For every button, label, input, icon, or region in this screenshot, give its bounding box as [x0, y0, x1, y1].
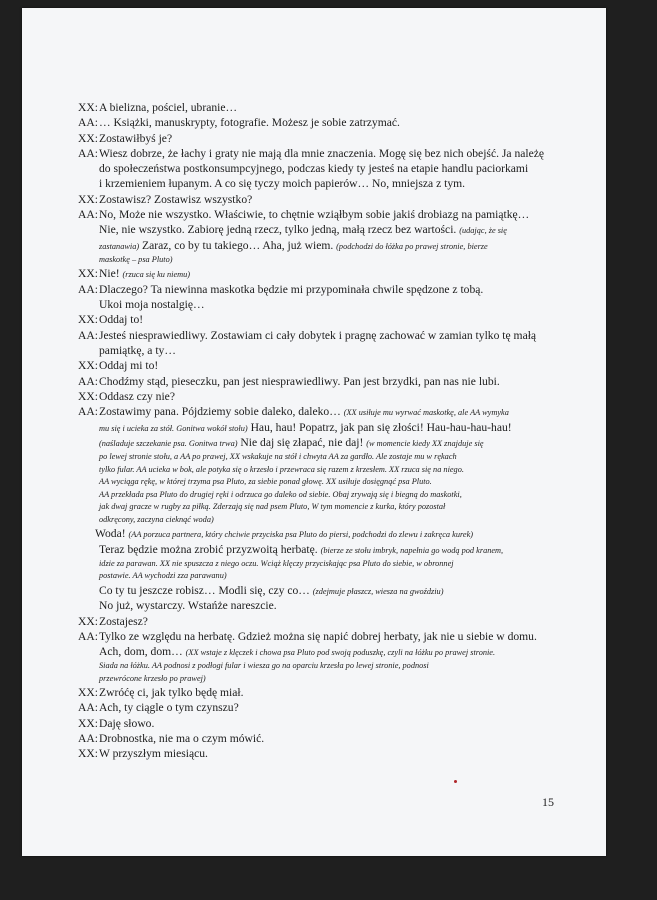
dialogue-line — [78, 207, 588, 222]
line-text: Wiesz dobrze, że łachy i graty nie mają dla mnie znaczenia. Mogę się bez nich obejść. Ja należę — [99, 146, 545, 160]
line-text: … Książki, manuskrypty, fotografie. Możesz je sobie zatrzymać. — [99, 116, 400, 130]
dialogue-continuation: zastanawia) Zaraz, co by tu takiego… Aha, już wiem. (podchodzi do łóżka po prawej stronie, bierze — [99, 238, 488, 252]
dialogue-continuation: i krzemieniem łupanym. A co się tyczy moich papierów… No, mniejsza z tym. — [99, 177, 466, 191]
stage-direction: (rzuca się ku niemu) — [122, 270, 191, 280]
dialogue-line: XX: Nie! (rzuca się ku niemu) — [78, 267, 191, 281]
speaker: XX: — [78, 747, 98, 761]
dialogue-line — [78, 146, 588, 161]
speaker: XX: — [78, 686, 98, 700]
dialogue-line: XX: Daję słowo. — [78, 716, 155, 730]
red-speck — [454, 780, 457, 783]
stage-direction: AA przekłada psa Pluto do drugiej ręki i odrzuca go daleko od siebie. Obaj zrywają się i biegną do maskotki, — [99, 489, 462, 499]
dialogue-line: AA: Chodźmy stąd, pieseczku, pan jest niesprawiedliwy. Pan jest brzydki, pan nas nie lubi. — [78, 374, 500, 388]
dialogue-line — [78, 100, 588, 115]
stage-direction: jak dwaj gracze w rugby za piłką. Zderzają się nad psem Pluto, W tym momencie z kurka, który pozostał — [99, 502, 446, 512]
speaker: XX: — [78, 313, 98, 327]
dialogue-continuation: Co ty tu jeszcze robisz… Modli się, czy co… (zdejmuje płaszcz, wiesza na gwoździu) — [99, 583, 444, 597]
dialogue-continuation: Woda! (AA porzuca partnera, który chciwie przyciska psa Pluto do piersi, podchodzi do zlewu i zakręca kurek) — [95, 527, 474, 541]
dialogue-line — [78, 131, 588, 146]
speaker: XX: — [78, 131, 98, 145]
speaker: XX: — [78, 359, 98, 373]
dialogue-continuation: (naśladuje szczekanie psa. Gonitwa trwa) Nie daj się złapać, nie daj! (w momencie kiedy XX znajduje się — [99, 436, 484, 450]
line-text: A bielizna, pościel, ubranie… — [99, 101, 238, 114]
speaker: AA: — [78, 328, 98, 342]
speaker: AA: — [78, 146, 98, 160]
dialogue-continuation: mu się i ucieka za stół. Gonitwa wokół stołu) Hau, hau! Popatrz, jak pan się złości! Hau-hau-hau-hau! — [99, 420, 512, 434]
stage-direction: (podchodzi do łóżka po prawej stronie, bierze — [336, 241, 488, 251]
dialogue-line: XX: W przyszłym miesiącu. — [78, 747, 208, 761]
stage-direction: AA wyciąga rękę, w której trzyma psa Pluto, za siebie ponad głowę. XX usiłuje dosięgnąć psa Pluto. — [99, 477, 432, 487]
dialogue-continuation: pamiątkę, a ty… — [99, 343, 176, 357]
stage-direction: odkręcony, zaczyna cieknąć woda) — [99, 514, 214, 524]
stage-direction: (XX usiłuje mu wyrwać maskotkę, ale AA wymyka — [343, 408, 509, 418]
line-text: Zostawiłbyś je? — [99, 131, 173, 145]
dialogue-line: XX: Oddaj mi to! — [78, 359, 159, 373]
dialogue-line — [78, 115, 588, 130]
stage-direction: postawie. AA wychodzi zza parawanu) — [99, 571, 227, 581]
speaker: XX: — [78, 389, 98, 403]
speaker: XX: — [78, 716, 98, 730]
dialogue-continuation: Teraz będzie można zrobić przyzwoitą herbatę. (bierze ze stołu imbryk, napełnia go wodą pod kranem, — [99, 543, 504, 557]
dialogue-line: AA: Zostawimy pana. Pójdziemy sobie daleko, daleko… (XX usiłuje mu wyrwać maskotkę, ale AA wymyka — [78, 405, 509, 419]
dialogue-line: AA: Drobnostka, nie ma o czym mówić. — [78, 732, 265, 745]
stage-direction: zastanawia) — [99, 241, 140, 251]
stage-direction: (zdejmuje płaszcz, wiesza na gwoździu) — [312, 586, 444, 596]
dialogue-line: XX: Oddasz czy nie? — [78, 389, 175, 403]
stage-direction: (bierze ze stołu imbryk, napełnia go wodą pod kranem, — [320, 546, 504, 556]
stage-direction: (udając, że się — [459, 226, 507, 236]
page-number: 15 — [542, 795, 554, 809]
dialogue-line: XX: Oddaj to! — [78, 313, 144, 327]
speaker: AA: — [78, 374, 98, 388]
speaker: AA: — [78, 732, 98, 745]
stage-direction: (w momencie kiedy XX znajduje się — [366, 439, 484, 449]
speaker: XX: — [78, 101, 98, 114]
speaker: AA: — [78, 116, 98, 130]
stage-direction: (XX wstaje z klęczek i chowa psa Pluto pod swoją poduszkę, czyli na łóżku po prawej stronie. — [185, 648, 496, 658]
speaker: AA: — [78, 630, 98, 644]
stage-direction: Siada na łóżku. AA podnosi z podłogi fular i wiesza go na oparciu krzesła po lewej stronie, podnosi — [99, 660, 429, 670]
stage-direction: maskotkę – psa Pluto) — [99, 254, 173, 264]
stage-direction: po lewej stronie stołu, a AA po prawej, XX wskakuje na stół i chwyta AA za gardło. Ale zostaje mu w rękach — [99, 451, 457, 461]
stage-direction: (AA porzuca partnera, który chciwie przyciska psa Pluto do piersi, podchodzi do zlewu i zakręca kurek) — [128, 530, 474, 540]
line-text: Zostawisz? Zostawisz wszystko? — [99, 192, 253, 206]
dialogue-line: XX: Zwróćę ci, jak tylko będę miał. — [78, 686, 244, 700]
play-text — [78, 100, 588, 762]
speaker: AA: — [78, 282, 98, 296]
dialogue-line: XX: Zostajesz? — [78, 614, 148, 628]
speaker: AA: — [78, 405, 98, 419]
dialogue-continuation: No już, wystarczy. Wstańże nareszcie. — [99, 599, 277, 613]
dialogue-line: AA: Ach, ty ciągle o tym czynszu? — [78, 701, 239, 715]
stage-direction: tylko fular. AA ucieka w bok, ale potyka się o krzesło i przewraca się razem z krzesłem. XX rzuca się na niego. — [99, 464, 464, 474]
dialogue-continuation: Ukoi moja nostalgię… — [99, 298, 205, 312]
speaker: XX: — [78, 614, 98, 628]
dialogue-continuation: Ach, dom, dom… (XX wstaje z klęczek i chowa psa Pluto pod swoją poduszkę, czyli na łóżku po prawej stronie. — [99, 645, 496, 659]
line-text: No, Może nie wszystko. Właściwie, to chętnie wziąłbym sobie jakiś drobiazg na pamiątkę… — [99, 208, 530, 222]
dialogue-continuation: Nie, nie wszystko. Zabiorę jedną rzecz, tylko jedną, małą rzecz bez wartości. (udając, że się — [99, 223, 507, 237]
dialogue-line: AA: Jesteś niesprawiedliwy. Zostawiam ci cały dobytek i pragnę zachować w zamian tylko tę małą — [78, 328, 537, 342]
dialogue-continuation: do społeczeństwa postkonsumpcyjnego, podczas kiedy ty jesteś na etapie handlu paciorkami — [99, 162, 529, 176]
document-page — [22, 8, 606, 856]
speaker: XX: — [78, 192, 98, 206]
stage-direction: przewrócone krzesło po prawej) — [99, 673, 206, 683]
stage-direction: mu się i ucieka za stół. Gonitwa wokół stołu) — [99, 423, 248, 433]
stage-direction: (naśladuje szczekanie psa. Gonitwa trwa) — [99, 439, 238, 449]
speaker: AA: — [78, 701, 98, 715]
dialogue-line: AA: Tylko ze względu na herbatę. Gdzież można się napić dobrej herbaty, jak nie u siebie w domu. — [78, 630, 537, 644]
speaker: AA: — [78, 208, 98, 222]
dialogue-line — [78, 192, 588, 207]
speaker: XX: — [78, 267, 98, 281]
stage-direction: idzie za parawan. XX nie spuszcza z niego oczu. Wciąż klęczy przyciskając psa Pluto do siebie, w obronnej — [99, 558, 454, 568]
dialogue-line: AA: Dlaczego? Ta niewinna maskotka będzie mi przypominała chwile spędzone z tobą. — [78, 282, 484, 296]
